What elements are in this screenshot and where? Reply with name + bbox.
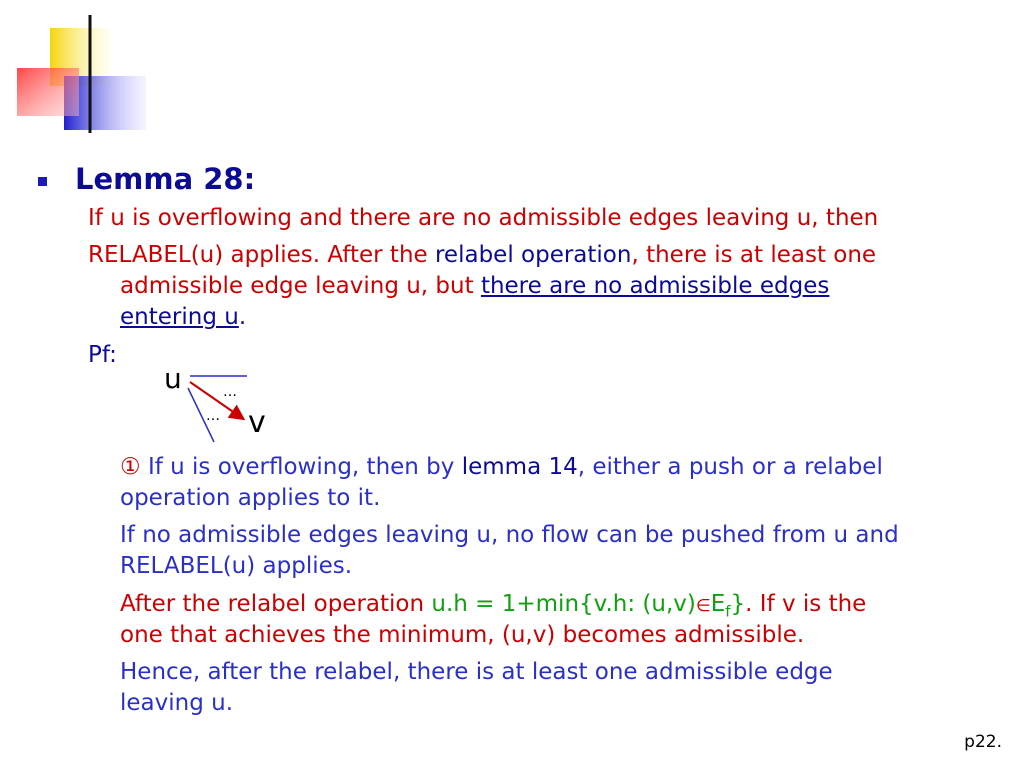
step-one-marker: ①	[120, 454, 148, 480]
height-formula: u.h = 1+min{v.h: (u,v)	[431, 591, 696, 617]
proof-line-7: Hence, after the relabel, there is at least one admissible edge	[120, 659, 833, 685]
proof-line-2: operation applies to it.	[120, 485, 381, 511]
proof-line-6: one that achieves the minimum, (u,v) becomes admissible.	[120, 622, 805, 648]
relabel-operation-term: relabel operation	[434, 242, 632, 268]
proof-line-3: If no admissible edges leaving u, no flow can be pushed from u and	[120, 522, 899, 548]
edge-diagram	[150, 358, 290, 448]
lemma-line-4: entering u.	[120, 304, 247, 330]
no-entering-edges-claim: there are no admissible edges	[480, 273, 830, 299]
heading-bullet	[38, 177, 47, 186]
proof-line-5: After the relabel operation u.h = 1+min{v.h: $(u,v)\in E_f$}. If v is the	[120, 591, 867, 621]
page-number: p22.	[964, 732, 1002, 752]
proof-line-1: ① If u is overflowing, then by lemma 14, either a push or a relabel	[120, 454, 883, 480]
dots-upper: …	[223, 384, 237, 400]
proof-line-8: leaving u.	[120, 690, 234, 716]
slide-heading: Lemma 28:	[75, 162, 256, 196]
proof-line-4: RELABEL(u) applies.	[120, 553, 353, 579]
lemma-line-1: If u is overflowing and there are no admissible edges leaving u, then	[88, 205, 879, 231]
lemma-line-3: admissible edge leaving u, but there are no admissible edges	[120, 273, 830, 299]
dots-lower: …	[206, 408, 220, 424]
node-u-label: u	[164, 362, 182, 395]
lemma-line-2: RELABEL(u) applies. After the relabel operation, there is at least one	[88, 242, 877, 268]
node-v-label: v	[248, 405, 266, 440]
proof-label: Pf:	[88, 342, 117, 368]
slide-decoration	[0, 0, 1024, 140]
lemma-14-reference: lemma 14	[461, 454, 578, 480]
